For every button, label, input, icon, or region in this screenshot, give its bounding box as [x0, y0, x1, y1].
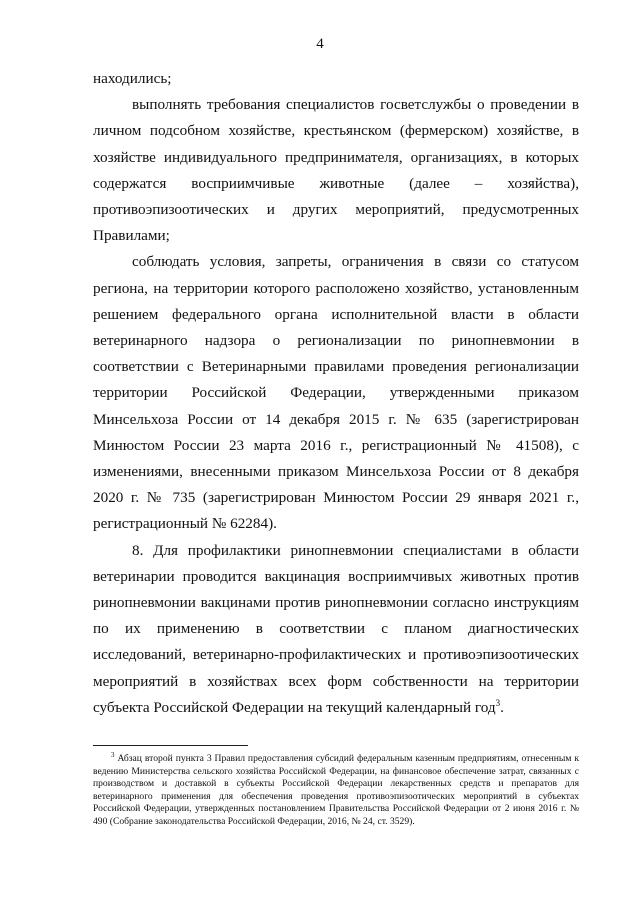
paragraph-item-8-text: 8. Для профилактики ринопневмонии специалистами в области ветеринарии проводится вакцинация восприимчивых животных против ринопневмонии вакцинами против ринопневмонии согласно инструкциям по их применению в соответствии с планом диагностических исследований, ветеринарно-профилактических и противоэпизоотических мероприятий в хозяйствах всех форм собственности на территории субъекта Российской Федерации на текущий календарный год [93, 541, 579, 716]
paragraph-requirements: выполнять требования специалистов госветслужбы о проведении в личном подсобном хозяйстве, крестьянском (фермерском) хозяйстве, в хозяйстве индивидуального предпринимателя, организациях, в которых содержатся восприимчивые животные (далее – хозяйства), противоэпизоотических и других мероприятий, предусмотренных Правилами; [93, 96, 579, 245]
page-number: 4 [316, 36, 324, 52]
paragraph-conditions: соблюдать условия, запреты, ограничения в связи со статусом региона, на территории которого расположено хозяйство, установленным решением федерального органа исполнительной власти в области ветеринарного надзора о регионализации по ринопневмонии в соответствии с Ветеринарными правилами проведения регионализации территории Российской Федерации, утвержденными приказом Минсельхоза России от 14 декабря 2015 г. № 635 (зарегистрирован Минюстом России 23 марта 2016 г., регистрационный № 41508), с изменениями, внесенными приказом Минсельхоза России от 8 декабря 2020 г. № 735 (зарегистрирован Минюстом России 29 января 2021 г., регистрационный № 62284). [93, 253, 579, 533]
paragraph-continuation: находились; [93, 70, 172, 87]
footnote-reference: 3 [495, 697, 501, 708]
main-text [93, 66, 579, 721]
paragraph-item-8 [93, 538, 579, 721]
paragraph-item-8-end: . [500, 698, 504, 716]
footnote [93, 750, 579, 829]
footnote-marker: 3 [111, 750, 115, 759]
footnote-separator [93, 745, 248, 746]
footnote-text: Абзац второй пункта 3 Правил предоставления субсидий федеральным казенным предприятиям, отнесенным к ведению Министерства сельского хозяйства Российской Федерации, на финансовое обеспечение затрат, связанных с производством и доставкой в субъекты Российской Федерации лекарственных средств и препаратов для ветеринарного применения для обеспечения проведения противоэпизоотических мероприятий в субъектах Российской Федерации, утвержденных постановлением Правительства Российской Федерации от 2 июня 2016 г. № 490 (Собрание законодательства Российской Федерации, 2016, № 24, ст. 3529). [93, 753, 579, 827]
